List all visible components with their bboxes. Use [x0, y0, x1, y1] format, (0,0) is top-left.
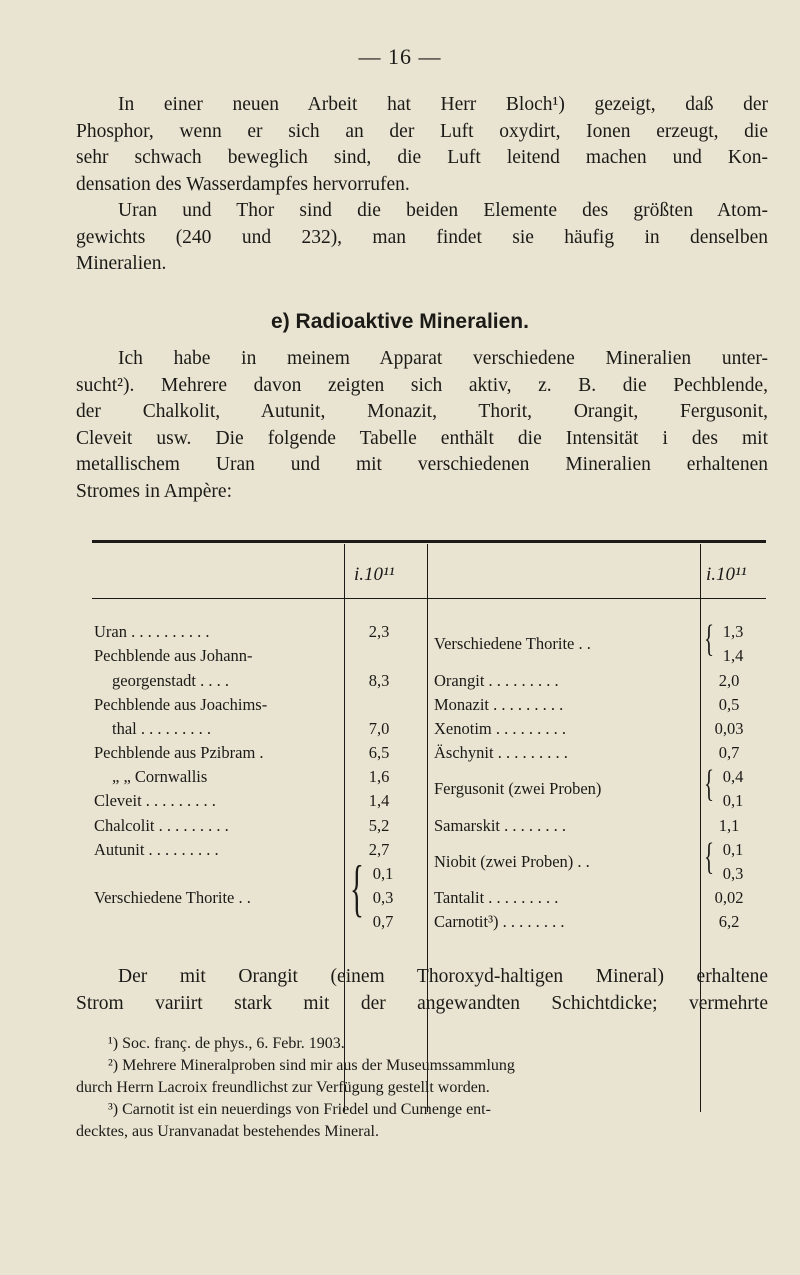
footnote-1: ¹) Soc. franç. de phys., 6. Febr. 1903. [108, 1035, 345, 1052]
text-line: densation des Wasserdampfes hervorrufen. [76, 173, 410, 195]
column-divider [700, 544, 701, 1112]
row-value-aschynit: 0,7 [718, 743, 740, 762]
row-value-orangit: 2,0 [718, 671, 740, 690]
text-line: Strom variirt stark mit der angewandten Schichtdicke; vermehrte [76, 992, 768, 1014]
row-value-r-thorite-2: 1,4 [722, 646, 744, 665]
row-label-pechblende-johann-cont: georgenstadt . . . . [112, 671, 230, 690]
text-line: Der mit Orangit (einem Thoroxyd-haltigen Mineral) erhaltene [118, 966, 768, 987]
column-divider [427, 544, 428, 1112]
text-line: der Chalkolit, Autunit, Monazit, Thorit, Orangit, Fergusonit, [76, 401, 768, 422]
mineral-intensity-table [92, 536, 766, 1112]
row-label-pechblende-johann: Pechblende aus Johann- [94, 646, 253, 665]
text-line: sucht²). Mehrere davon zeigten sich aktiv, z. B. die Pechblende, [76, 374, 768, 396]
brace-icon: { [350, 852, 364, 923]
column-divider [344, 544, 345, 1112]
text-line: sehr schwach beweglich sind, die Luft leitend machen und Kon- [76, 147, 768, 168]
row-label-niobit: Niobit (zwei Proben) . . [434, 852, 590, 871]
text-line: Uran und Thor sind die beiden Elemente des größten Atom- [118, 200, 768, 221]
text-line: In einer neuen Arbeit hat Herr Bloch¹) gezeigt, daß der [118, 94, 768, 115]
brace-icon: { [704, 836, 715, 878]
row-label-autunit: Autunit . . . . . . . . . [94, 840, 219, 859]
row-label-thorite: Verschiedene Thorite . . [94, 888, 251, 907]
text-line: Cleveit usw. Die folgende Tabelle enthält die Intensität i des mit [76, 427, 768, 449]
footnote-2: ²) Mehrere Mineralproben sind mir aus der Museumssammlung [108, 1057, 515, 1074]
row-value-pechblende-johann: 8,3 [368, 671, 390, 690]
row-value-chalcolit: 5,2 [368, 816, 390, 835]
row-label-monazit: Monazit . . . . . . . . . [434, 695, 564, 714]
text-line: Stromes in Ampère: [76, 480, 232, 502]
row-label-chalcolit: Chalcolit . . . . . . . . . [94, 816, 229, 835]
text-line: Mineralien. [76, 253, 167, 274]
table-header-rule [92, 598, 766, 599]
row-value-thorite-3: 0,7 [372, 912, 394, 931]
footnote-3: ³) Carnotit ist ein neuerdings von Friedel und Cumenge ent- [108, 1101, 491, 1118]
row-label-carnotit: Carnotit³) . . . . . . . . [434, 912, 565, 931]
paragraph-3 [76, 346, 768, 505]
row-label-uran: Uran . . . . . . . . . . [94, 622, 210, 641]
text-line: gewichts (240 und 232), man findet sie häufig in denselben [76, 226, 768, 248]
row-value-thorite-2: 0,3 [372, 888, 394, 907]
text-line: metallischem Uran und mit verschiedenen Mineralien erhaltenen [76, 454, 768, 475]
row-label-xenotim: Xenotim . . . . . . . . . [434, 719, 566, 738]
text-line: Phosphor, wenn er sich an der Luft oxydirt, Ionen erzeugt, die [76, 120, 768, 142]
footnotes [76, 1033, 768, 1143]
row-value-autunit: 2,7 [368, 840, 390, 859]
row-value-xenotim: 0,03 [714, 719, 744, 738]
paragraph-2 [76, 198, 768, 278]
row-value-fergusonit-2: 0,1 [722, 791, 744, 810]
footnote-2-cont: durch Herrn Lacroix freundlichst zur Verfügung gestellt worden. [76, 1079, 490, 1096]
row-value-samarskit: 1,1 [718, 816, 740, 835]
row-label-r-thorite: Verschiedene Thorite . . [434, 634, 591, 653]
text-line: Ich habe in meinem Apparat verschiedene Mineralien unter- [118, 348, 768, 369]
paragraph-1 [76, 92, 768, 198]
row-value-pechblende-cornwallis: 1,6 [368, 767, 390, 786]
row-value-tantalit: 0,02 [714, 888, 744, 907]
footnote-3-cont: decktes, aus Uranvanadat bestehendes Mineral. [76, 1123, 379, 1140]
row-label-tantalit: Tantalit . . . . . . . . . [434, 888, 559, 907]
row-label-pechblende-cornwallis: „ „ Cornwallis [112, 767, 208, 786]
row-value-carnotit: 6,2 [718, 912, 740, 931]
row-value-uran: 2,3 [368, 622, 390, 641]
row-label-samarskit: Samarskit . . . . . . . . [434, 816, 566, 835]
row-label-cleveit: Cleveit . . . . . . . . . [94, 791, 216, 810]
row-value-cleveit: 1,4 [368, 791, 390, 810]
row-value-pechblende-pzibram: 6,5 [368, 743, 390, 762]
row-value-fergusonit-1: 0,4 [722, 767, 744, 786]
brace-icon: { [704, 763, 715, 805]
row-value-thorite-1: 0,1 [372, 864, 394, 883]
row-label-fergusonit: Fergusonit (zwei Proben) [434, 779, 602, 798]
row-value-monazit: 0,5 [718, 695, 740, 714]
section-heading: e) Radioaktive Mineralien. [271, 310, 529, 333]
row-label-aschynit: Äschynit . . . . . . . . . [434, 743, 568, 762]
paragraph-4 [76, 964, 768, 1017]
brace-icon: { [704, 618, 715, 660]
table-top-rule [92, 540, 766, 543]
row-label-orangit: Orangit . . . . . . . . . [434, 671, 559, 690]
row-value-niobit-2: 0,3 [722, 864, 744, 883]
row-label-pechblende-pzibram: Pechblende aus Pzibram . [94, 743, 264, 762]
row-label-pechblende-joachims: Pechblende aus Joachims- [94, 695, 268, 714]
row-value-pechblende-joachims: 7,0 [368, 719, 390, 738]
row-value-r-thorite-1: 1,3 [722, 622, 744, 641]
row-label-pechblende-joachims-cont: thal . . . . . . . . . [112, 719, 211, 738]
header-left-intensity: i.10¹¹ [354, 564, 395, 585]
row-value-niobit-1: 0,1 [722, 840, 744, 859]
page-number: — 16 — [358, 44, 442, 69]
header-right-intensity: i.10¹¹ [706, 564, 747, 585]
